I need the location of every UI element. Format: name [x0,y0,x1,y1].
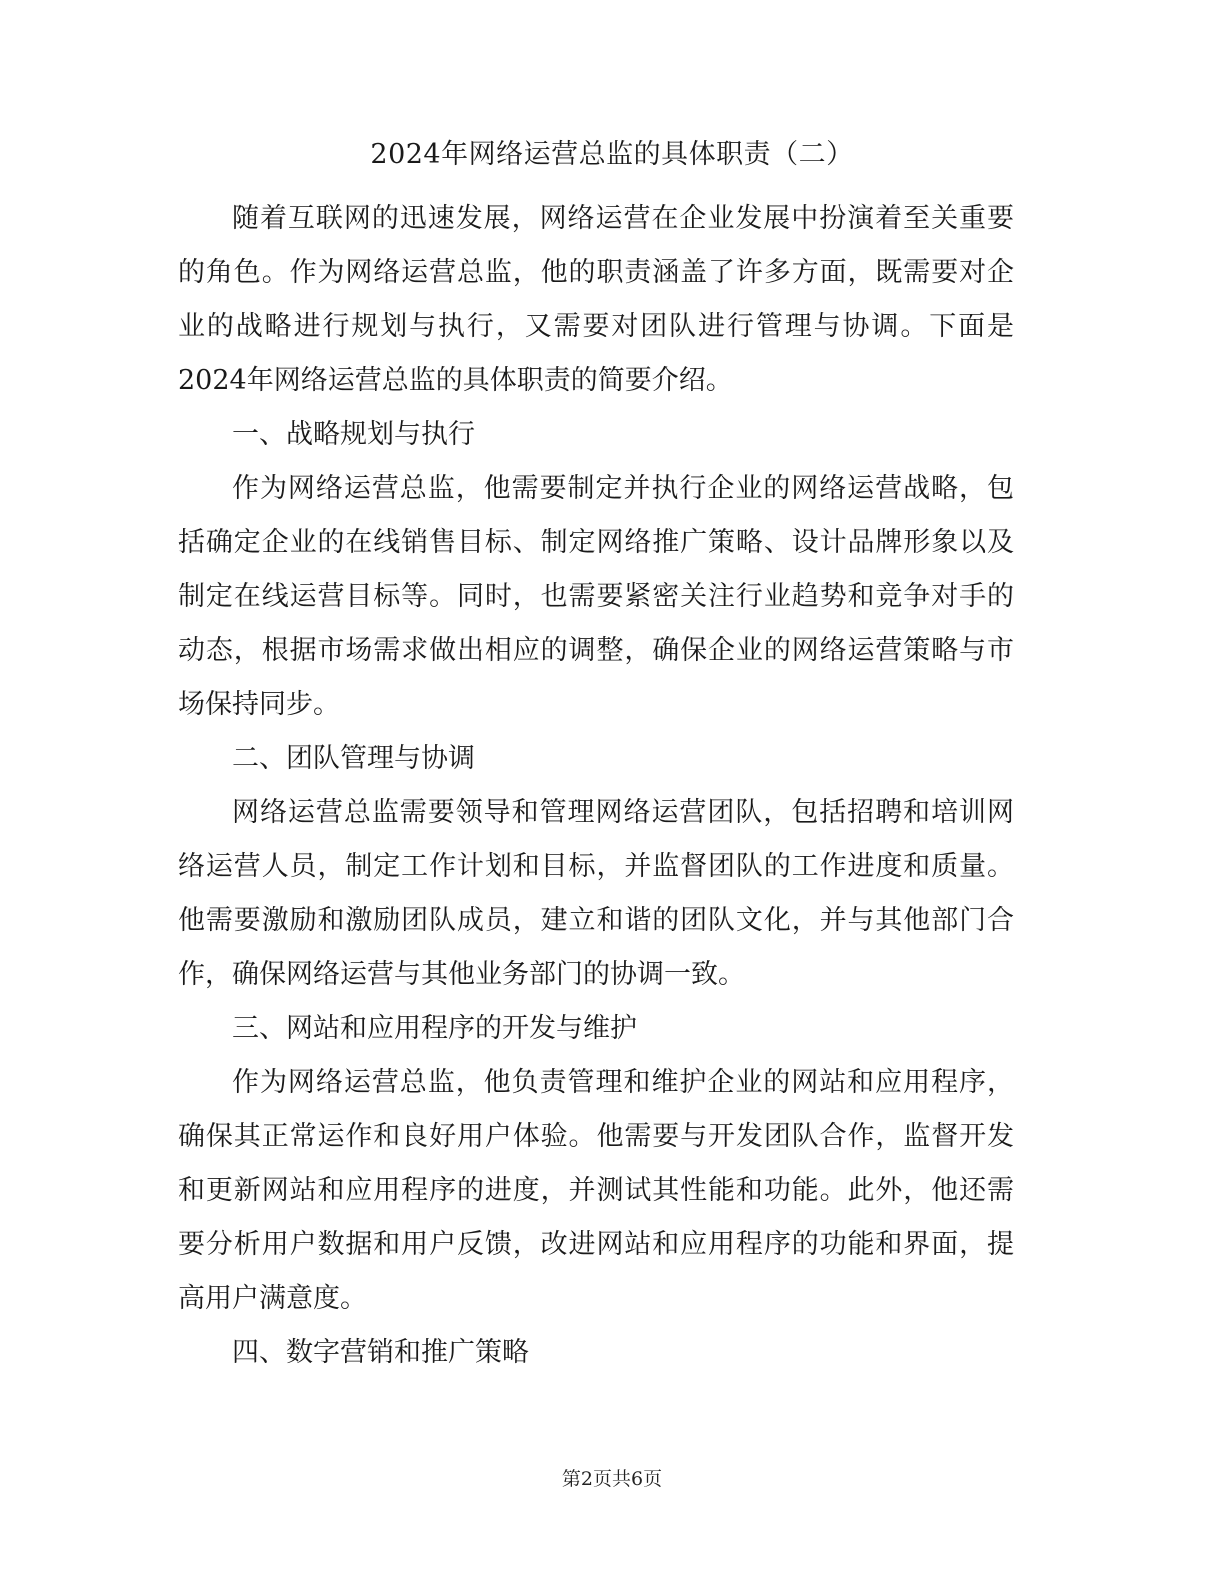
document-body [178,192,1014,1380]
section-3-paragraph: 作为网络运营总监，他负责管理和维护企业的网站和应用程序，确保其正常运作和良好用户体验。他需要与开发团队合作，监督开发和更新网站和应用程序的进度，并测试其性能和功能。此外，他还需要分析用户数据和用户反馈，改进网站和应用程序的功能和界面，提高用户满意度。 [178,1067,1014,1314]
intro-paragraph: 随着互联网的迅速发展，网络运营在企业发展中扮演着至关重要的角色。作为网络运营总监，他的职责涵盖了许多方面，既需要对企业的战略进行规划与执行，又需要对团队进行管理与协调。下面是2024年网络运营总监的具体职责的简要介绍。 [178,203,1014,396]
document-title: 2024年网络运营总监的具体职责（二） [370,139,854,170]
section-2-paragraph: 网络运营总监需要领导和管理网络运营团队，包括招聘和培训网络运营人员，制定工作计划和目标，并监督团队的工作进度和质量。他需要激励和激励团队成员，建立和谐的团队文化，并与其他部门合作，确保网络运营与其他业务部门的协调一致。 [178,797,1014,990]
page-number-footer: 第2页共6页 [561,1468,663,1490]
section-heading-1: 一、战略规划与执行 [232,419,475,450]
section-heading-3: 三、网站和应用程序的开发与维护 [232,1013,637,1044]
section-1-paragraph: 作为网络运营总监，他需要制定并执行企业的网络运营战略，包括确定企业的在线销售目标、制定网络推广策略、设计品牌形象以及制定在线运营目标等。同时，也需要紧密关注行业趋势和竞争对手的动态，根据市场需求做出相应的调整，确保企业的网络运营策略与市场保持同步。 [178,473,1014,720]
section-heading-4: 四、数字营销和推广策略 [232,1337,529,1368]
section-heading-2: 二、团队管理与协调 [232,743,475,774]
